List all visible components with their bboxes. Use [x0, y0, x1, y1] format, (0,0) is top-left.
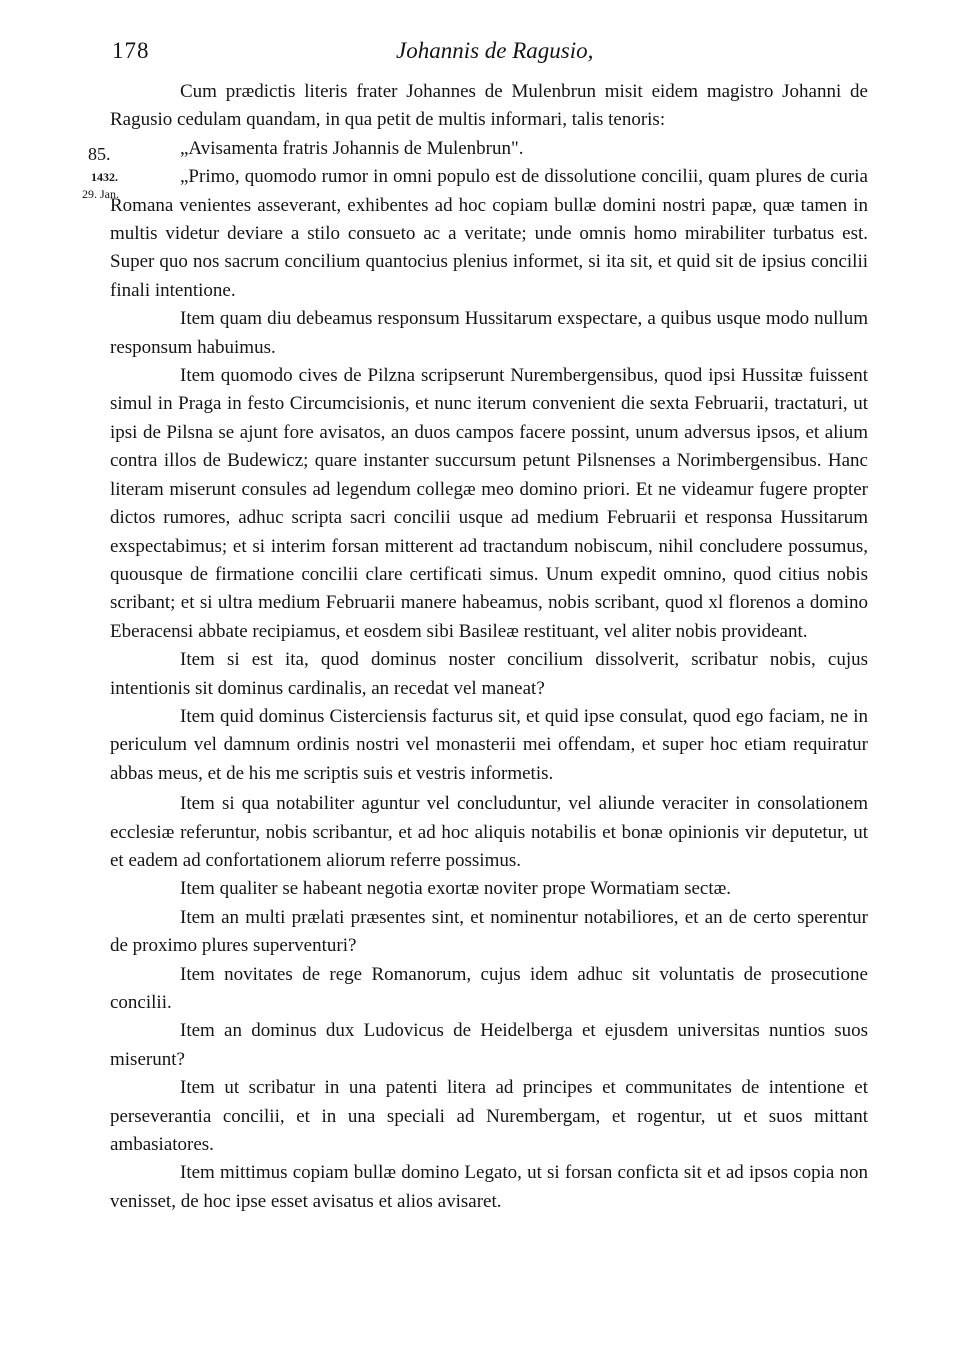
paragraph-primo: „Primo, quomodo rumor in omni populo est de dissolutione concilii, quam plures de curia Romana venientes asseverant, exhibentes ad hoc copiam bullæ domini nostri papæ, quæ tamen in multis videtur deviare a stilo consueto ac a veritate; unde omnis homo mirabiliter turbatus est. Super quo nos sacrum concilium quantocius plenius informet, si ita sit, et quid sit de ipsius concilii finali intentione.	[110, 166, 868, 301]
margin-document-number: 85.	[88, 144, 111, 164]
paragraph-item-pilzna: Item quomodo cives de Pilzna scripserunt Nurembergensibus, quod ipsi Hussitæ fuissent simul in Praga in festo Circumcisionis, et nunc iterum convenient die sexta Februarii, tractaturi, ut ipsi de Pilsna se ajunt fore avisatos, an duos campos facere possint, unum adversus ipsos, et alium contra illos de Budewicz; quare instanter succursum petunt Pilsnenses a Norimbergensibus. Hanc literam miserunt consules ad legendum collegæ meo domino priori. Et ne videamur fugere propter dictos rumores, adhuc scripta sacri concilii usque ad medium Februarii et responsa Hussitarum exspectabimus; et si interim forsan mitterent ad tractandum nobiscum, nihil concludere possumus, quousque de firmatione concilii clare certificati simus. Unum expedit omnino, quod citius nobis scribant; et si ultra medium Februarii manere habeamus, nobis scribant, quod xl florenos a domino Eberacensi abbate recipiamus, et eosdem sibi Basileæ restituant, vel aliter nobis provideant.	[110, 365, 868, 642]
paragraph-item-dissolverit: Item si est ita, quod dominus noster concilium dissolverit, scribatur nobis, cujus intentionis sit dominus cardinalis, an recedat vel maneat?	[110, 649, 868, 699]
page-number: 178	[112, 38, 150, 63]
paragraph-item-notabiliter: Item si qua notabiliter aguntur vel concluduntur, vel aliunde veraciter in consolationem ecclesiæ referuntur, nobis scribantur, et ad hoc aliquis notabilis et bonæ opinionis vir deputetur, ut et eadem ad confortationem aliorum referre possimus.	[110, 793, 868, 871]
paragraph-item-patenti-litera: Item ut scribatur in una patenti litera ad principes et communitates de intentione et perseverantia concilii, et in una speciali ad Nurembergam, et rogentur, ut et suos mittant ambasiatores.	[110, 1077, 868, 1156]
body-text	[110, 78, 868, 1216]
paragraph-item-responsum: Item quam diu debeamus responsum Hussitarum exspectare, a quibus usque modo nullum responsum habuimus.	[110, 308, 868, 358]
paragraph-item-copiam-bullae: Item mittimus copiam bullæ domino Legato, ut si forsan conficta sit et ad ipsos copia non venisset, de hoc ipse esset avisatus et alios avisaret.	[110, 1162, 868, 1212]
paragraph-item-ludovicus: Item an dominus dux Ludovicus de Heidelberga et ejusdem universitas nuntios suos miserunt?	[110, 1020, 868, 1070]
paragraph-item-rege: Item novitates de rege Romanorum, cujus idem adhuc sit voluntatis de prosecutione concilii.	[110, 963, 868, 1013]
paragraph-item-wormatia: Item qualiter se habeant negotia exortæ noviter prope Wormatiam sectæ.	[180, 878, 732, 900]
paragraph-item-prelati: Item an multi prælati præsentes sint, et nominentur notabiliores, et an de certo sperentur de proximo plures superventuri?	[110, 906, 868, 957]
paragraph-avisamenta-title: „Avisamenta fratris Johannis de Mulenbrun".	[180, 137, 524, 159]
running-title: Johannis de Ragusio,	[396, 38, 594, 63]
paragraph-intro: Cum prædictis literis frater Johannes de Mulenbrun misit eidem magistro Johanni de Ragusio cedulam quandam, in qua petit de multis informari, talis tenoris:	[110, 81, 868, 131]
paragraph-item-cisterciensis: Item quid dominus Cisterciensis facturus sit, et quid ipse consulat, quod ego faciam, ne in periculum vel damnum ordinis nostri vel monasterii mei offendam, et super hoc etiam requiratur abbas meus, et de his me scriptis suis et vestris informetis.	[110, 705, 868, 784]
margin-year: 1432.	[91, 170, 118, 184]
margin-date: 29. Jan.	[82, 187, 119, 201]
